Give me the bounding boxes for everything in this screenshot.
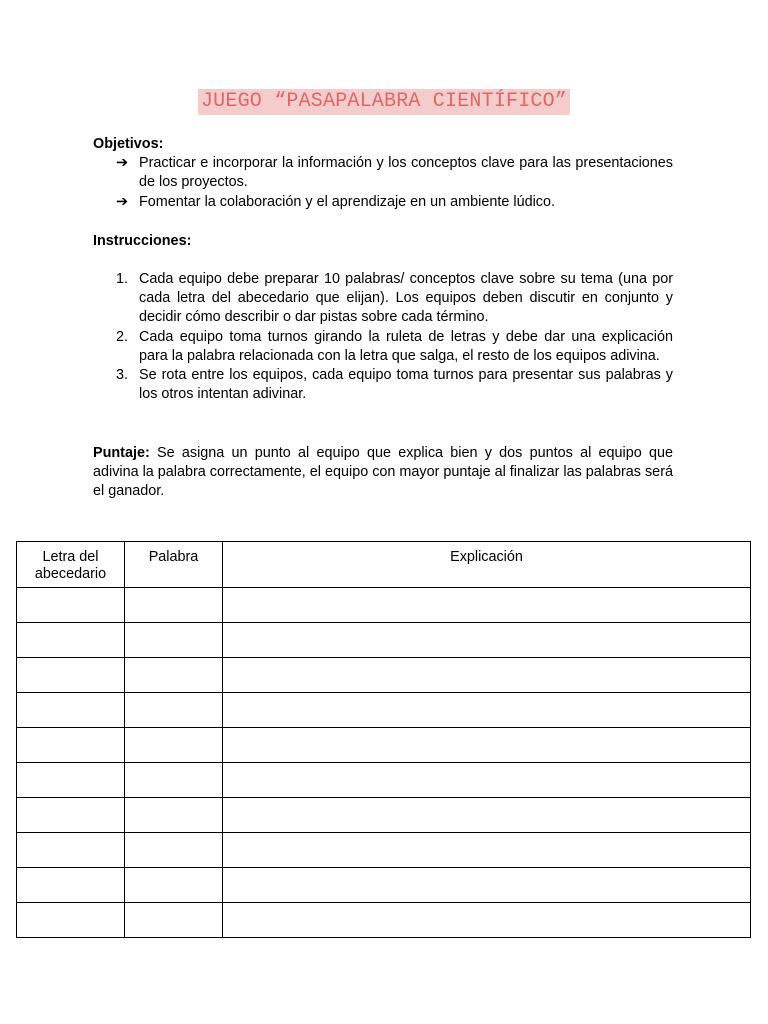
objectives-heading: Objetivos: — [93, 136, 164, 152]
objectives-section — [93, 135, 673, 212]
score-text: Se asigna un punto al equipo que explica bien y dos puntos al equipo que adivina la palabra correctamente, el equipo con mayor puntaje al finalizar las palabras será el ganador. — [93, 445, 673, 500]
explanation-cell[interactable] — [223, 693, 751, 728]
instruction-number: 2. — [116, 328, 129, 345]
instructions-list — [93, 270, 673, 404]
answer-table — [16, 541, 751, 938]
letter-cell[interactable] — [17, 623, 125, 658]
table-row — [17, 588, 751, 623]
word-cell[interactable] — [125, 728, 223, 763]
word-cell[interactable] — [125, 623, 223, 658]
instruction-number: 3. — [116, 367, 129, 384]
letter-cell[interactable] — [17, 868, 125, 903]
word-cell[interactable] — [125, 903, 223, 938]
instruction-text: Cada equipo debe preparar 10 palabras/ conceptos clave sobre su tema (una por cada letra del abecedario que elijan). Los equipos deben discutir en conjunto y decidir cómo describir o dar pistas sobre cada término. — [139, 271, 673, 326]
instruction-text: Se rota entre los equipos, cada equipo toma turnos para presentar sus palabras y los otros intentan adivinar. — [139, 367, 673, 403]
letter-cell[interactable] — [17, 763, 125, 798]
instruction-item — [93, 366, 673, 404]
explanation-cell[interactable] — [223, 798, 751, 833]
instruction-item — [93, 270, 673, 328]
letter-cell[interactable] — [17, 588, 125, 623]
title-container — [0, 89, 768, 115]
objective-item — [93, 193, 673, 212]
score-label: Puntaje: — [93, 445, 150, 461]
instruction-item — [93, 328, 673, 366]
explanation-cell[interactable] — [223, 588, 751, 623]
letter-cell[interactable] — [17, 798, 125, 833]
objective-text: Practicar e incorporar la información y los conceptos clave para las presentaciones de los proyectos. — [139, 155, 673, 191]
table-row — [17, 833, 751, 868]
explanation-cell[interactable] — [223, 658, 751, 693]
arrow-bullet-icon: ➔ — [116, 155, 129, 172]
instruction-text: Cada equipo toma turnos girando la ruleta de letras y debe dar una explicación para la palabra relacionada con la letra que salga, el resto de los equipos adivina. — [139, 328, 673, 364]
word-cell[interactable] — [125, 798, 223, 833]
instructions-heading-block — [93, 232, 673, 251]
explanation-cell[interactable] — [223, 903, 751, 938]
word-cell[interactable] — [125, 588, 223, 623]
arrow-bullet-icon: ➔ — [116, 193, 129, 210]
table-row — [17, 903, 751, 938]
instruction-number: 1. — [116, 271, 129, 287]
word-cell[interactable] — [125, 833, 223, 868]
header-explanation: Explicación — [223, 542, 751, 588]
table-row — [17, 763, 751, 798]
letter-cell[interactable] — [17, 903, 125, 938]
letter-cell[interactable] — [17, 658, 125, 693]
header-letter: Letra del abecedario — [17, 542, 125, 588]
letter-cell[interactable] — [17, 693, 125, 728]
explanation-cell[interactable] — [223, 728, 751, 763]
instructions-section — [93, 270, 673, 404]
letter-cell[interactable] — [17, 833, 125, 868]
score-section — [93, 444, 673, 502]
instructions-heading: Instrucciones: — [93, 233, 192, 249]
table-row — [17, 623, 751, 658]
table-row — [17, 693, 751, 728]
explanation-cell[interactable] — [223, 763, 751, 798]
explanation-cell[interactable] — [223, 623, 751, 658]
table-row — [17, 728, 751, 763]
document-title: JUEGO “PASAPALABRA CIENTÍFICO” — [198, 89, 570, 115]
word-cell[interactable] — [125, 658, 223, 693]
word-cell[interactable] — [125, 693, 223, 728]
explanation-cell[interactable] — [223, 868, 751, 903]
table-header-row — [17, 542, 751, 588]
objective-text: Fomentar la colaboración y el aprendizaje en un ambiente lúdico. — [139, 193, 555, 210]
letter-cell[interactable] — [17, 728, 125, 763]
explanation-cell[interactable] — [223, 833, 751, 868]
objectives-list — [93, 154, 673, 212]
table-row — [17, 868, 751, 903]
word-cell[interactable] — [125, 868, 223, 903]
header-word: Palabra — [125, 542, 223, 588]
table-row — [17, 798, 751, 833]
word-cell[interactable] — [125, 763, 223, 798]
objective-item — [93, 154, 673, 192]
table-row — [17, 658, 751, 693]
